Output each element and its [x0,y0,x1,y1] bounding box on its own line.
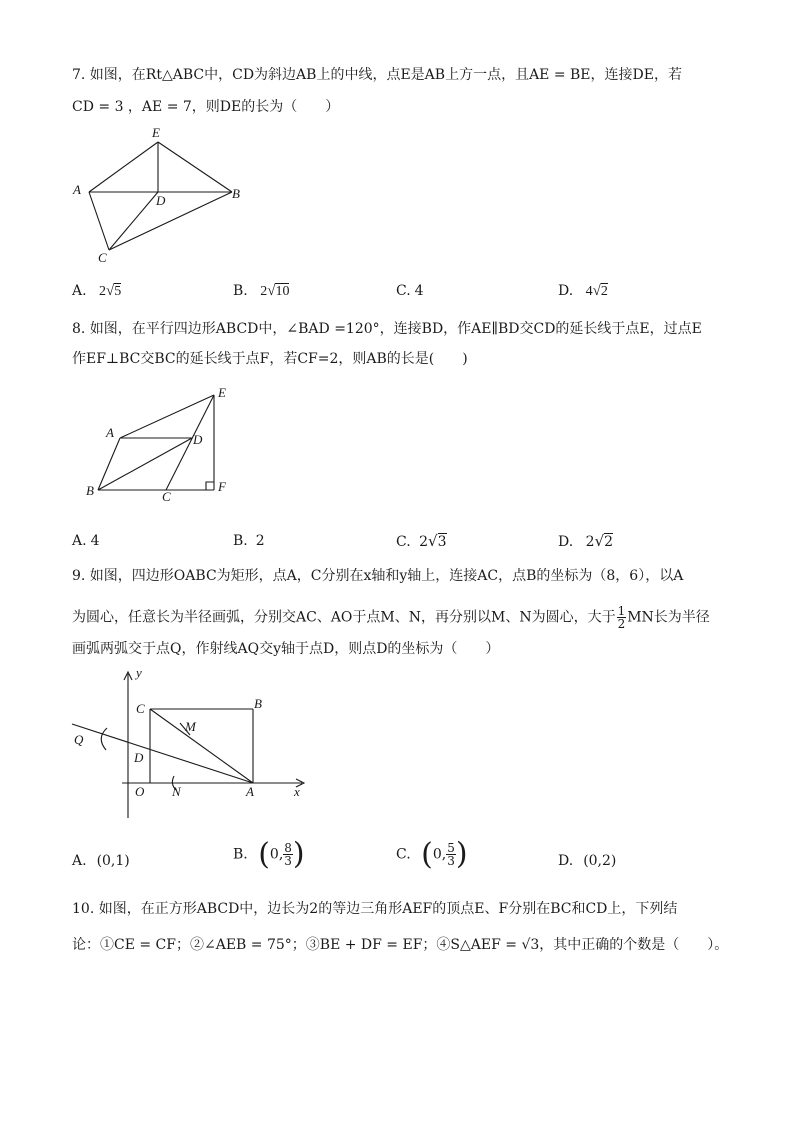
q9-label-x: x [294,784,300,799]
q7-label-E: E [152,125,160,140]
q9-line2: 为圆心，任意长为半径画弧，分别交AC、AO于点M、N，再分别以M、N为圆心，大于 $\frac{1}{2}$ MN长为半径 [72,604,710,631]
q8-option-b: B. 2 [233,533,265,549]
q9-label-O: O [135,784,145,799]
q7-label-B: B [232,186,240,201]
q8-label-B: B [86,483,94,498]
q7-label-C: C [98,250,107,265]
q9-line3: 画弧两弧交于点Q，作射线AQ交y轴于点D，则点D的坐标为（ ） [72,641,500,657]
q8-label-A: A [106,425,114,440]
q8-label-E: E [218,385,226,400]
q9-label-A: A [246,784,254,799]
q10-line1: 10. 如图，在正方形ABCD中，边长为2的等边三角形AEF的顶点E、F分别在BC和CD上，下列结 [72,901,678,917]
q9-option-d: D. (0,2) [558,853,617,869]
q8-option-c: C. 2√3 [396,532,447,550]
q7-line1: 7. 如图，在Rt△ABC中，CD为斜边AB上的中线，点E是AB上方一点，且AE = BE，连接DE，若 [72,67,682,83]
q8-label-F: F [218,479,226,494]
q8-label-D: D [193,432,203,447]
q9-option-b: B. (0, $\frac{8}{3}$ ) [233,836,305,872]
q9-label-M: M [185,719,196,734]
q10-line2: 论：①CE = CF；②∠AEB = 75°；③BE + DF = EF；④S△AEF = √3，其中正确的个数是（ ）。 [72,937,729,953]
q8-option-a: A. 4 [72,533,100,549]
q9-figure [70,665,310,823]
q7-option-b: B. 2√10 [233,283,290,299]
q8-option-d: D. 2√2 [558,532,614,550]
q9-label-y: y [136,665,142,680]
q8-line2: 作EF⊥BC交BC的延长线于点F，若CF=2，则AB的长是( ) [72,351,468,367]
q7-label-A: A [73,182,81,197]
q7-option-a: A. 2√5 [72,283,122,299]
q9-label-N: N [172,784,181,799]
q9-line1: 9. 如图，四边形OABC为矩形，点A，C分别在x轴和y轴上，连接AC，点B的坐标为（8，6），以A [72,568,684,584]
q9-label-B: B [254,696,262,711]
q9-option-a: A. (0,1) [72,853,130,869]
q7-figure [70,122,250,272]
q7-line2: CD = 3 ，AE = 7，则DE的长为（ ） [72,99,340,115]
q7-label-D: D [156,193,166,208]
q9-label-Q: Q [74,732,84,747]
q9-label-C: C [136,701,145,716]
q9-label-D: D [134,750,144,765]
q7-option-d: D. 4√2 [558,283,608,299]
q8-label-C: C [162,489,171,504]
q8-line1: 8. 如图，在平行四边形ABCD中，∠BAD =120°，连接BD，作AE∥BD交CD的延长线于点E，过点E [72,321,702,337]
q9-option-c: C. (0, $\frac{5}{3}$ ) [396,836,468,872]
q7-option-c: C. 4 [396,283,424,299]
q8-figure [80,384,240,504]
